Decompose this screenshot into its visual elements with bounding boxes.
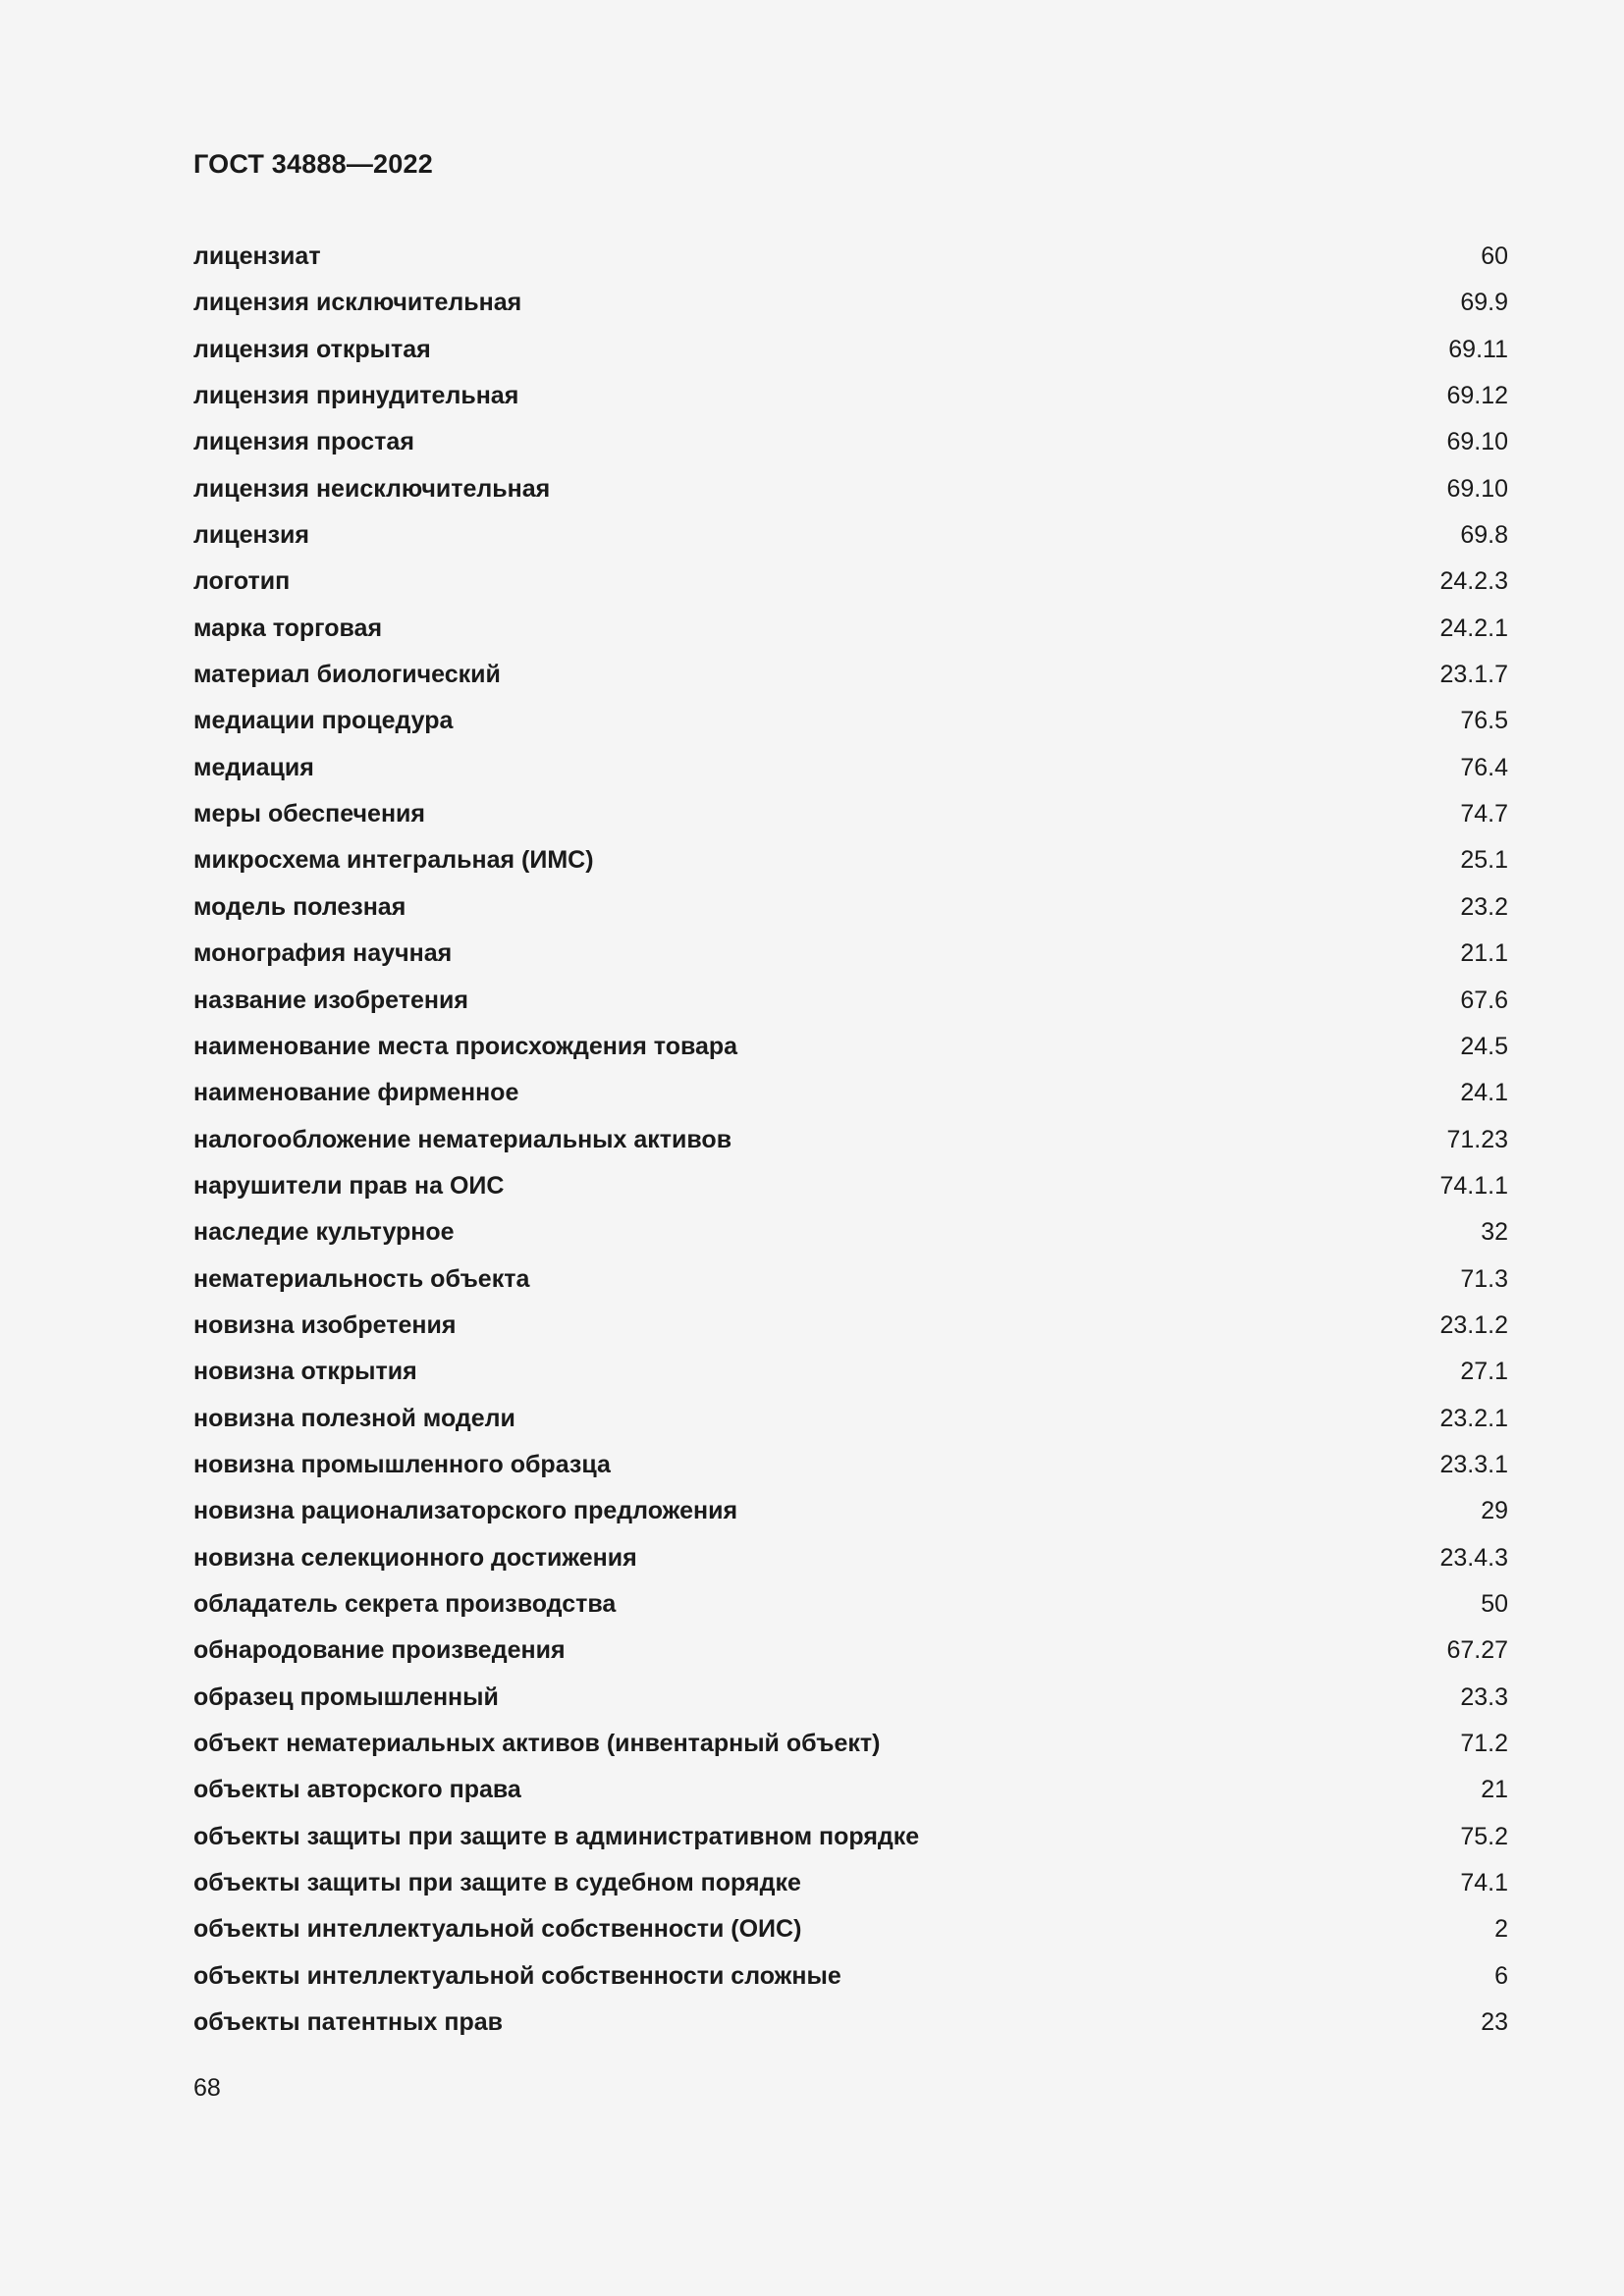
- index-term: нематериальность объекта: [193, 1264, 530, 1293]
- index-term: меры обеспечения: [193, 800, 426, 828]
- index-reference: 6: [1494, 1961, 1508, 1990]
- index-entry: [193, 1540, 1508, 1586]
- index-reference: 23.1.2: [1439, 1310, 1508, 1339]
- index-reference: 24.2.3: [1439, 567, 1508, 596]
- page-number: 68: [193, 2074, 221, 2102]
- index-term: лицензия: [193, 521, 310, 550]
- index-reference: 69.12: [1446, 382, 1508, 410]
- index-term: новизна полезной модели: [193, 1404, 515, 1432]
- index-term: объекты авторского права: [193, 1776, 521, 1804]
- index-reference: 69.10: [1446, 474, 1508, 503]
- index-term: нарушители прав на ОИС: [193, 1171, 505, 1200]
- index-entry: [193, 1075, 1508, 1121]
- index-reference: 23: [1481, 2008, 1508, 2037]
- index-reference: 69.9: [1460, 289, 1508, 317]
- index-entry: [193, 1168, 1508, 1214]
- index-term: марка торговая: [193, 614, 383, 642]
- index-term: объекты интеллектуальной собственности (ОИС): [193, 1915, 802, 1944]
- index-term: обнародование произведения: [193, 1636, 566, 1665]
- index-entry: [193, 1354, 1508, 1400]
- index-reference: 60: [1481, 242, 1508, 270]
- index-reference: 74.1.1: [1439, 1171, 1508, 1200]
- index-entry: [193, 239, 1508, 285]
- index-entry: [193, 889, 1508, 935]
- index-reference: 71.2: [1460, 1730, 1508, 1757]
- index-entry: [193, 1632, 1508, 1679]
- index-reference: 76.4: [1460, 753, 1508, 781]
- index-reference: 71.3: [1460, 1264, 1508, 1293]
- index-term: лицензиат: [193, 242, 321, 270]
- index-entry: [193, 935, 1508, 982]
- index-entry: [193, 1819, 1508, 1865]
- index-term: лицензия простая: [193, 428, 414, 456]
- index-term: наследие культурное: [193, 1218, 455, 1247]
- standard-designation: ГОСТ 34888—2022: [193, 149, 433, 179]
- index-term: название изобретения: [193, 986, 468, 1014]
- index-term: обладатель секрета производства: [193, 1589, 617, 1618]
- index-entry: [193, 1308, 1508, 1354]
- index-entry: [193, 1680, 1508, 1726]
- index-term: лицензия открытая: [193, 335, 431, 363]
- index-reference: 27.1: [1460, 1358, 1508, 1386]
- index-reference: 24.5: [1460, 1032, 1508, 1060]
- index-reference: 23.4.3: [1439, 1543, 1508, 1572]
- index-entry: [193, 471, 1508, 517]
- index-entry: [193, 517, 1508, 563]
- index-entry: [193, 1586, 1508, 1632]
- index-term: наименование места происхождения товара: [193, 1032, 738, 1060]
- index-reference: 50: [1481, 1589, 1508, 1618]
- index-entry: [193, 1726, 1508, 1772]
- index-term: объект нематериальных активов (инвентарный объект): [193, 1730, 881, 1757]
- index-term: объекты патентных прав: [193, 2008, 504, 2037]
- index-reference: 69.10: [1446, 428, 1508, 456]
- index-entry: [193, 1772, 1508, 1818]
- index-entry: [193, 1911, 1508, 1957]
- index-reference: 23.2: [1460, 892, 1508, 921]
- index-term: образец промышленный: [193, 1682, 499, 1711]
- index-entry: [193, 796, 1508, 842]
- index-reference: 23.2.1: [1439, 1404, 1508, 1432]
- index-entry: [193, 1447, 1508, 1493]
- index-entry: [193, 378, 1508, 424]
- index-term: монография научная: [193, 939, 453, 968]
- index-reference: 76.5: [1460, 707, 1508, 735]
- index-reference: 32: [1481, 1218, 1508, 1247]
- index-entry: [193, 657, 1508, 703]
- index-term: микросхема интегральная (ИМС): [193, 846, 594, 875]
- index-reference: 2: [1494, 1915, 1508, 1944]
- index-entry: [193, 842, 1508, 888]
- index-reference: 75.2: [1460, 1822, 1508, 1850]
- index-term: объекты защиты при защите в административном порядке: [193, 1822, 920, 1850]
- index-term: объекты интеллектуальной собственности сложные: [193, 1961, 841, 1990]
- index-reference: 23.3: [1460, 1682, 1508, 1711]
- index-term: медиации процедура: [193, 707, 454, 735]
- index-term: материал биологический: [193, 661, 501, 689]
- index-entry: [193, 563, 1508, 610]
- index-term: модель полезная: [193, 892, 406, 921]
- index-reference: 67.6: [1460, 986, 1508, 1014]
- index-reference: 29: [1481, 1497, 1508, 1525]
- index-entry: [193, 1029, 1508, 1075]
- index-term: объекты защиты при защите в судебном порядке: [193, 1869, 801, 1897]
- index-term: новизна рационализаторского предложения: [193, 1497, 738, 1525]
- index-entry: [193, 703, 1508, 749]
- index-term: налогообложение нематериальных активов: [193, 1125, 732, 1153]
- index-reference: 25.1: [1460, 846, 1508, 875]
- index-entry: [193, 1493, 1508, 1539]
- index-term: новизна изобретения: [193, 1310, 457, 1339]
- index-term: новизна промышленного образца: [193, 1450, 611, 1478]
- index-reference: 24.2.1: [1439, 614, 1508, 642]
- index-entry: [193, 611, 1508, 657]
- index-term: новизна открытия: [193, 1358, 417, 1386]
- alphabetical-index: [193, 239, 1508, 2051]
- index-term: лицензия принудительная: [193, 382, 519, 410]
- index-entry: [193, 750, 1508, 796]
- index-entry: [193, 332, 1508, 378]
- index-entry: [193, 1865, 1508, 1911]
- index-reference: 23.1.7: [1439, 661, 1508, 689]
- index-term: лицензия исключительная: [193, 289, 522, 317]
- index-reference: 21: [1481, 1776, 1508, 1804]
- index-entry: [193, 2004, 1508, 2051]
- index-term: наименование фирменное: [193, 1079, 519, 1107]
- index-reference: 23.3.1: [1439, 1450, 1508, 1478]
- index-reference: 69.11: [1448, 335, 1508, 363]
- index-entry: [193, 1261, 1508, 1308]
- index-term: медиация: [193, 753, 314, 781]
- index-reference: 67.27: [1446, 1636, 1508, 1665]
- index-entry: [193, 1401, 1508, 1447]
- index-entry: [193, 1122, 1508, 1168]
- index-reference: 69.8: [1460, 521, 1508, 550]
- index-entry: [193, 1958, 1508, 2004]
- index-reference: 21.1: [1460, 939, 1508, 968]
- index-entry: [193, 983, 1508, 1029]
- index-entry: [193, 1214, 1508, 1260]
- index-entry: [193, 285, 1508, 331]
- index-reference: 74.7: [1460, 800, 1508, 828]
- index-term: лицензия неисключительная: [193, 474, 551, 503]
- index-reference: 71.23: [1446, 1125, 1508, 1153]
- index-reference: 24.1: [1460, 1079, 1508, 1107]
- index-reference: 74.1: [1460, 1869, 1508, 1897]
- index-entry: [193, 424, 1508, 470]
- index-term: логотип: [193, 567, 291, 596]
- index-term: новизна селекционного достижения: [193, 1543, 637, 1572]
